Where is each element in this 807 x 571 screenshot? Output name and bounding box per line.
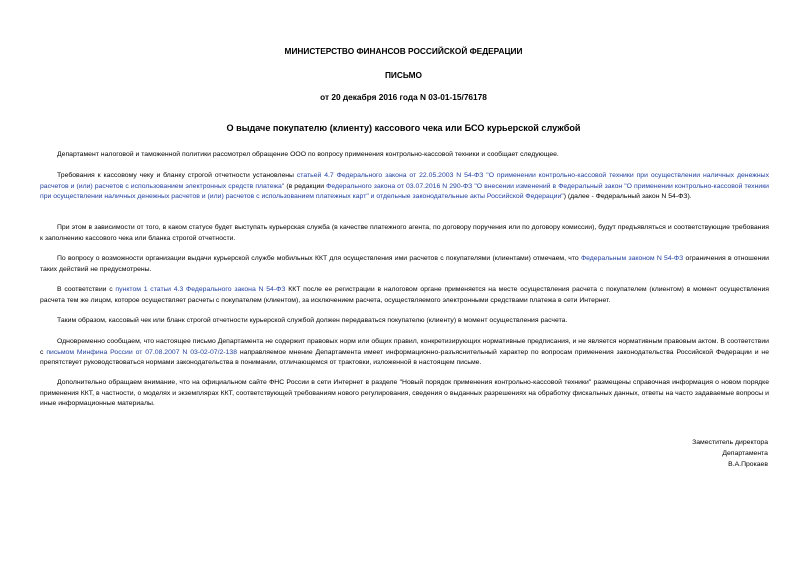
paragraph-2-text-a: Требования к кассовому чеку и бланку строгой отчетности установлены <box>57 172 297 179</box>
signature-name: В.А.Прокаев <box>728 461 768 468</box>
document-date-number: от 20 декабря 2016 года N 03-01-15/76178 <box>320 92 487 102</box>
ministry-heading: МИНИСТЕРСТВО ФИНАНСОВ РОССИЙСКОЙ ФЕДЕРАЦИИ <box>284 46 523 56</box>
law-54fz-article-4-3-link[interactable]: пунктом 1 статьи 4.3 Федерального закона N 54-ФЗ <box>115 286 286 293</box>
paragraph-5-text-a: В соответствии с <box>57 286 116 293</box>
paragraph-8: Дополнительно обращаем внимание, что на официальном сайте ФНС России в сети Интернет в разделе "Новый порядок применения контрольно-кассовой техники" размещены справочная информация о новом порядке применения ККТ, в частности, о моделях и экземплярах ККТ, соответствующей требованиям нового регулирования, сведения о выданных разрешениях на обработку фискальных данных, ответы на часто задаваемые вопросы и иные информационные материалы. <box>40 379 769 407</box>
paragraph-4 <box>40 254 769 275</box>
document-subject: О выдаче покупателю (клиенту) кассового чека или БСО курьерской службой <box>226 123 581 133</box>
paragraph-3: При этом в зависимости от того, в каком статусе будет выступать курьерская служба (в качестве платежного агента, по договору поручения или по договору комиссии), будут предъявляться и соответствующие требования к заполнению кассового чека или бланка строгой отчетности. <box>40 224 769 242</box>
paragraph-4-text-a: По вопросу о возможности организации выдачи курьерской службе мобильных ККТ для осуществления ими расчетов с покупателями (клиентами) отмечаем, что <box>57 255 581 262</box>
signature-position: Заместитель директора <box>692 439 768 446</box>
paragraph-2 <box>40 171 769 203</box>
minfin-letter-link[interactable]: письмом Минфина России от 07.08.2007 N 03-02-07/2-138 <box>46 348 238 356</box>
signature-department: Департамента <box>722 450 768 457</box>
paragraph-1: Департамент налоговой и таможенной политики рассмотрел обращение ООО по вопросу применения контрольно-кассовой техники и сообщает следующее. <box>57 151 559 158</box>
paragraph-7 <box>40 337 769 369</box>
paragraph-4-text-b: ограничения в отношении таких действий не предусмотрены. <box>40 255 769 273</box>
law-54fz-link[interactable]: Федеральным законом N 54-ФЗ <box>580 255 684 262</box>
paragraph-7-text-b: направляемое мнение Департамента имеет информационно-разъяснительный характер по вопросам применения законодательства Российской Федерации и не препятствует руководствоваться нормами законодательства в понимании, отличающемся от трактовки, изложенной в настоящем письме. <box>40 348 770 366</box>
paragraph-6: Таким образом, кассовый чек или бланк строгой отчетности курьерской службой должен передаваться покупателю (клиенту) в момент осуществления расчета. <box>57 317 568 324</box>
paragraph-7-text-a: Одновременно сообщаем, что настоящее письмо Департамента не содержит правовых норм или общих правил, конкретизирующих нормативные предписания, и не является нормативным правовым актом. В соответствии с <box>40 338 769 356</box>
document-type: ПИСЬМО <box>384 70 423 80</box>
law-290fz-link[interactable]: Федерального закона от 03.07.2016 N 290-ФЗ "О внесении изменений в Федеральный закон "О применении контрольно-кассовой техники при осуществлении наличных денежных расчетов и (или) расчетов с использованием платежных карт" и отдельные законодательные акты Российской Федерации" <box>40 182 770 200</box>
paragraph-2-text-c: ) (далее - Федеральный закон N 54-ФЗ). <box>563 193 692 200</box>
paragraph-5-text-b: ККТ после ее регистрации в налоговом органе применяется на месте осуществления расчета с покупателем (клиентом) в момент осуществления расчета тем же лицом, которое осуществляет расчеты с покупателем (клиентом), за исключением расчета, осуществляемого электронными средствами платежа в сети Интернет. <box>40 286 769 304</box>
law-54fz-article-4-7-link[interactable]: статьей 4.7 Федерального закона от 22.05.2003 N 54-ФЗ "О применении контрольно-кассовой техники при осуществлении наличных денежных расчетов и (или) расчетов с использованием электронных средств платежа" <box>40 172 769 190</box>
paragraph-5 <box>40 285 769 306</box>
paragraph-2-text-b: (в редакции <box>284 182 327 190</box>
